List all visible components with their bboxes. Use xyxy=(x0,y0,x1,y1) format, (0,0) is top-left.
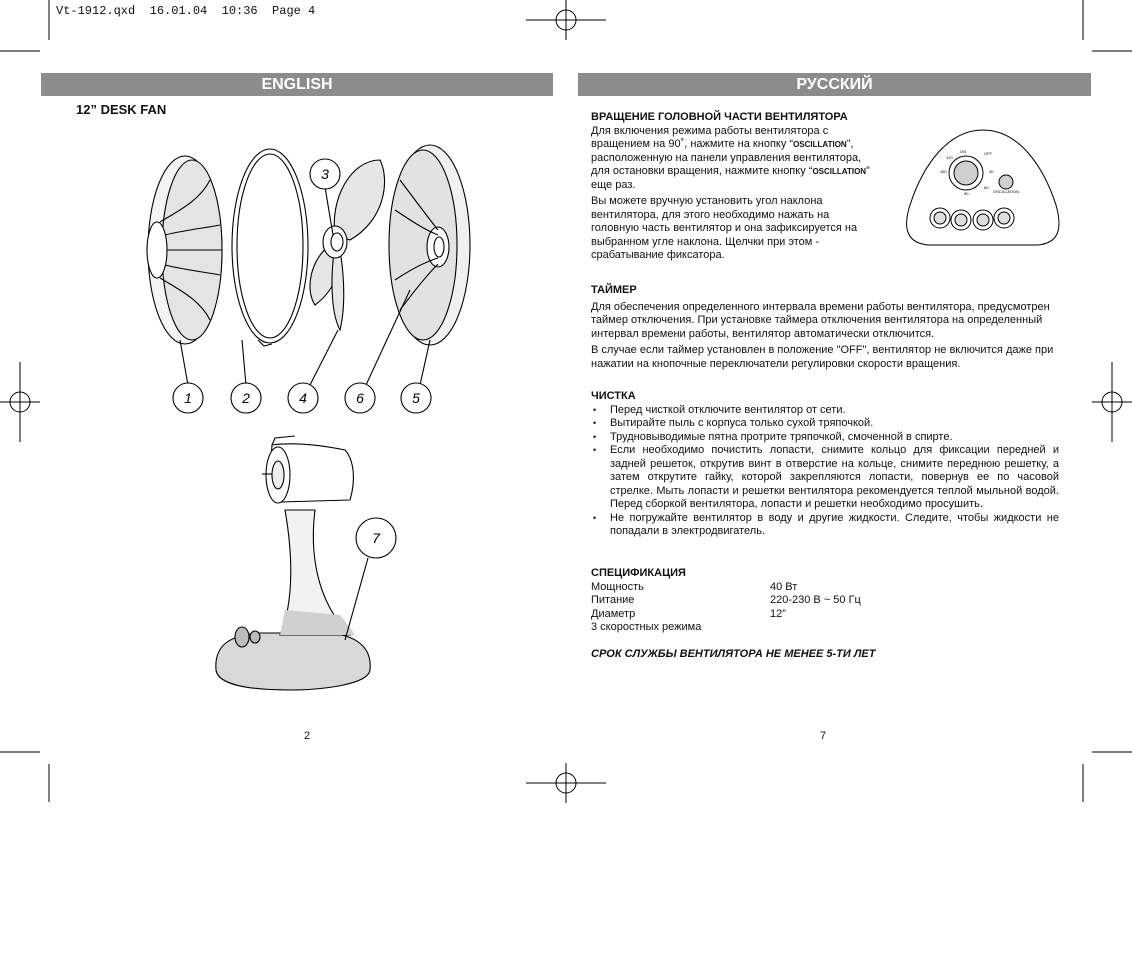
list-item: • Трудновыводимые пятна протрите тряпочкой, смоченной в спирте. xyxy=(591,431,1059,445)
figure-label-1: 1 xyxy=(184,390,192,406)
panel-label-oscillation: OSCILLATION xyxy=(993,189,1020,194)
spec-table xyxy=(591,581,861,635)
figure-label-3: 3 xyxy=(321,166,329,182)
figure-label-7: 7 xyxy=(372,530,380,546)
spec-title: СПЕЦИФИКАЦИЯ xyxy=(591,567,686,579)
figure-label-6: 6 xyxy=(356,390,364,406)
product-title: 12” DESK FAN xyxy=(76,102,167,117)
header-english: ENGLISH xyxy=(41,73,553,96)
service-life-note: СРОК СЛУЖБЫ ВЕНТИЛЯТОРА НЕ МЕНЕЕ 5-ТИ ЛЕТ xyxy=(591,648,876,660)
registration-mark-right xyxy=(1092,362,1132,442)
section-timer xyxy=(591,284,1059,371)
table-row: Мощность 40 Вт xyxy=(591,580,798,593)
registration-mark-left xyxy=(0,362,40,442)
section-rotation xyxy=(591,111,1059,263)
header-russian: РУССКИЙ xyxy=(578,73,1091,96)
table-row: Диаметр 12” xyxy=(591,607,786,620)
assembled-fan-illustration xyxy=(200,430,420,700)
panel-label-on: ON xyxy=(960,149,966,154)
panel-label-30: 30 xyxy=(989,169,994,174)
section-cleaning xyxy=(591,390,1059,539)
ring-drawing xyxy=(232,149,308,346)
figure-label-4: 4 xyxy=(299,390,307,406)
page-number-left: 2 xyxy=(304,730,311,742)
panel-label-60: 60 xyxy=(984,185,989,190)
rear-grille-drawing xyxy=(147,156,222,344)
panel-label-120: 120 xyxy=(946,155,953,160)
timer-title: ТАЙМЕР xyxy=(591,284,637,296)
figure-label-5: 5 xyxy=(412,390,420,406)
print-slug: Vt-1912.qxd 16.01.04 10:36 Page 4 xyxy=(56,4,316,18)
section-specification xyxy=(591,567,1059,635)
table-row: 3 скоростных режима xyxy=(591,621,702,633)
list-item: • Вытирайте пыль с корпуса только сухой тряпочкой. xyxy=(591,417,1059,431)
panel-label-off: OFF xyxy=(984,151,992,156)
cleaning-title: ЧИСТКА xyxy=(591,390,636,402)
list-item: • Если необходимо почистить лопасти, снимите кольцо для фиксации передней и задней решеток, открутив винт в отверстие на кольце, снимите переднюю решетку, а затем открутите гайку, которой закрепляются лопасти, повернув ее по часовой стрелке. Мыть лопасти и решетки вентилятора рекомендуется теплой мыльной водой. Перед сборкой вентилятора, лопасти и решетки необходимо просушить. xyxy=(591,444,1059,512)
panel-label-90: 90 xyxy=(964,191,969,196)
list-item: • Перед чисткой отключите вентилятор от сети. xyxy=(591,404,1059,418)
rotation-title: ВРАЩЕНИЕ ГОЛОВНОЙ ЧАСТИ ВЕНТИЛЯТОРА xyxy=(591,111,848,123)
timer-paragraph-2: В случае если таймер установлен в положение "OFF", вентилятор не включится даже при нажатии на кнопочные переключатели регулировки скорости вращения. xyxy=(591,344,1054,370)
table-row: Питание 220-230 В ~ 50 Гц xyxy=(591,594,861,606)
fan-parts-illustration xyxy=(140,140,540,420)
figure-label-2: 2 xyxy=(242,390,250,406)
front-grille-drawing xyxy=(389,145,470,345)
registration-mark-top xyxy=(526,0,606,40)
page-number-right: 7 xyxy=(820,730,827,742)
rotation-paragraph-1: Для включения режима работы вентилятора с вращением на 90˚, нажмите на кнопку “OSCILLATION”, расположенную на панели управления вентилятора, для остановки вращения, нажмите кнопку “OSCILLATION” еще раз. xyxy=(591,124,870,191)
panel-label-180: 180 xyxy=(940,169,947,174)
rotation-paragraph-2: Вы можете вручную установить угол наклона вентилятора, для этого необходимо нажать на головную часть вентилятор и она зафиксируется на выбранном угле наклона. Щелчки при этом - срабатывание фиксатора. xyxy=(591,195,858,261)
cleaning-list xyxy=(591,404,1059,539)
list-item: • Не погружайте вентилятор в воду и другие жидкости. Следите, чтобы жидкости не попадали в электродвигатель. xyxy=(591,512,1059,539)
registration-mark-bottom xyxy=(526,763,606,803)
timer-paragraph-1: Для обеспечения определенного интервала времени работы вентилятора, предусмотрен таймер отключения. При установке таймера отключения вентилятора на определенный интервал времени работы, вентилятор автоматически отключится. xyxy=(591,300,1050,340)
